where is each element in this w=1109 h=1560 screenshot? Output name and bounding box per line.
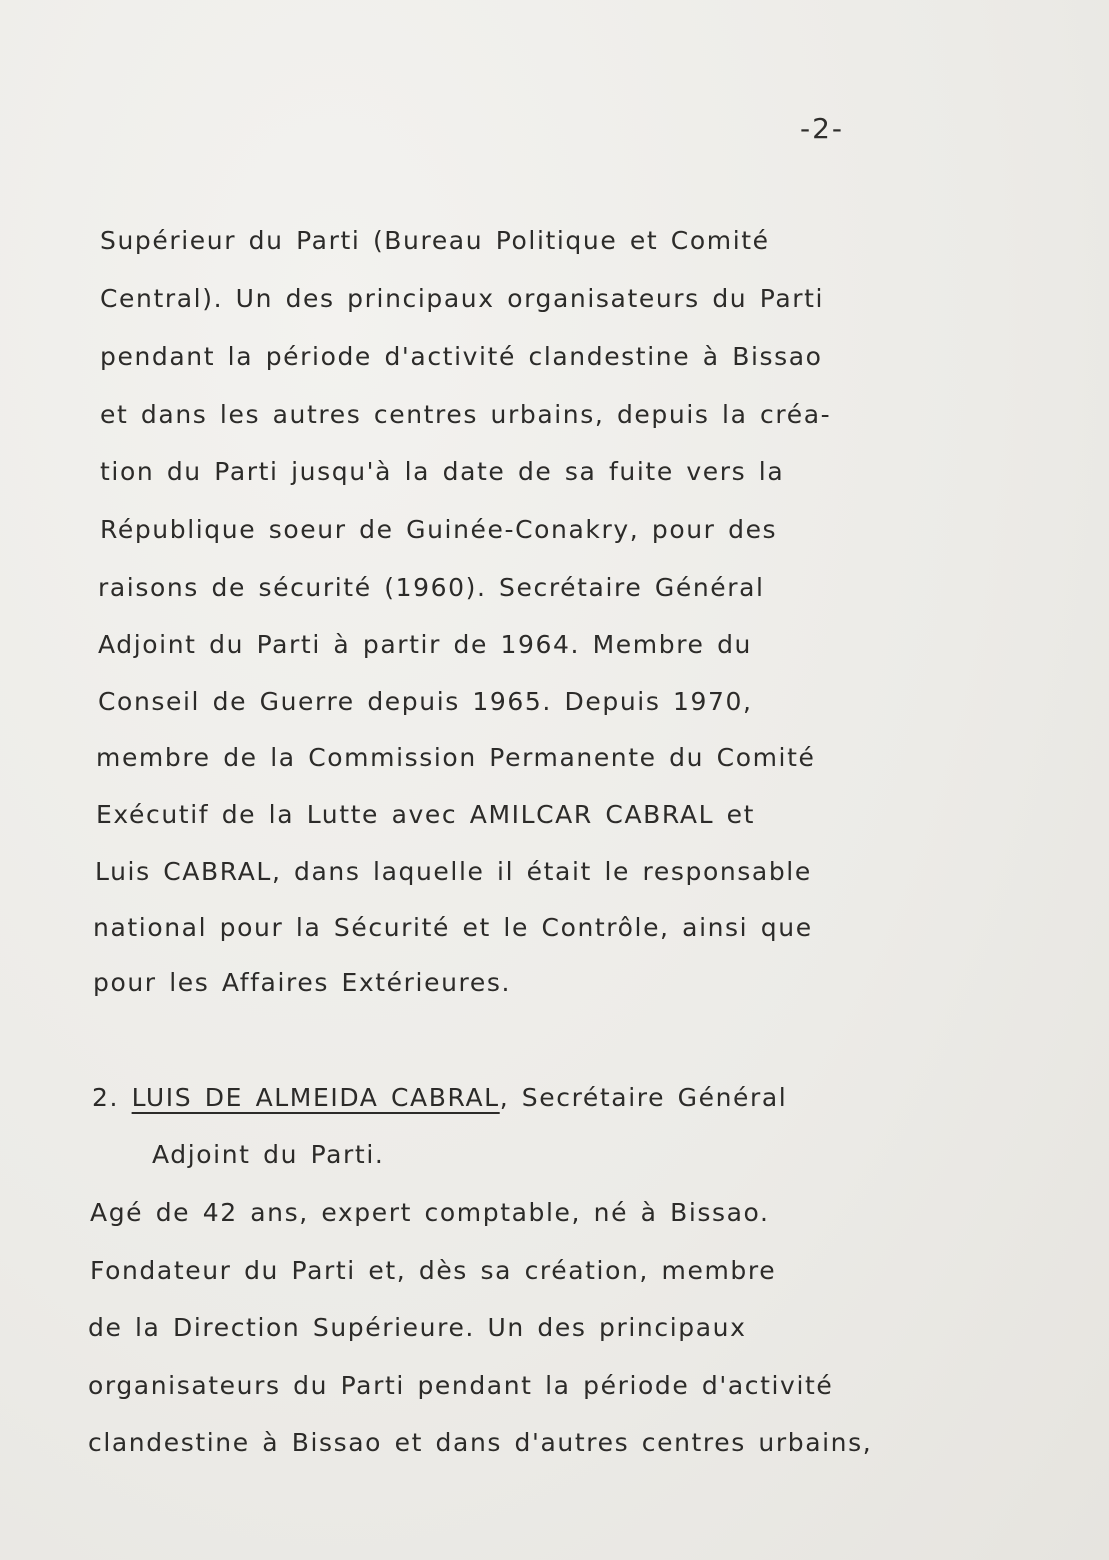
- person-title-line2: Adjoint du Parti.: [152, 1140, 385, 1169]
- paragraph-line: Luis CABRAL, dans laquelle il était le responsable: [95, 857, 812, 886]
- paragraph-line: Supérieur du Parti (Bureau Politique et Comité: [100, 226, 770, 255]
- paragraph-line: et dans les autres centres urbains, depuis la créa-: [100, 400, 832, 429]
- paragraph-line: tion du Parti jusqu'à la date de sa fuite vers la: [100, 457, 785, 486]
- paragraph-line: pendant la période d'activité clandestine à Bissao: [100, 342, 823, 371]
- paragraph-line: Adjoint du Parti à partir de 1964. Membre du: [98, 630, 752, 659]
- paragraph-line: République soeur de Guinée-Conakry, pour des: [100, 515, 778, 544]
- paragraph-line: Conseil de Guerre depuis 1965. Depuis 1970,: [98, 687, 753, 716]
- section-number: 2.: [92, 1083, 120, 1112]
- paragraph-line: Fondateur du Parti et, dès sa création, membre: [90, 1256, 777, 1285]
- paragraph-line: Central). Un des principaux organisateurs du Parti: [100, 284, 825, 313]
- paragraph-line: pour les Affaires Extérieures.: [93, 968, 511, 997]
- paragraph-line: raisons de sécurité (1960). Secrétaire Général: [98, 573, 765, 602]
- paragraph-line: Agé de 42 ans, expert comptable, né à Bissao.: [90, 1198, 770, 1227]
- section-heading: [92, 1083, 787, 1112]
- paragraph-line: de la Direction Supérieure. Un des principaux: [88, 1313, 747, 1342]
- paragraph-line: membre de la Commission Permanente du Comité: [96, 743, 816, 772]
- paragraph-line: Exécutif de la Lutte avec AMILCAR CABRAL et: [96, 800, 756, 829]
- person-title: , Secrétaire Général: [499, 1083, 788, 1112]
- paragraph-line: clandestine à Bissao et dans d'autres centres urbains,: [88, 1428, 873, 1457]
- person-name: LUIS DE ALMEIDA CABRAL: [131, 1083, 500, 1112]
- paragraph-line: organisateurs du Parti pendant la période d'activité: [88, 1371, 834, 1400]
- paragraph-line: national pour la Sécurité et le Contrôle, ainsi que: [93, 913, 813, 942]
- page-number: -2-: [800, 112, 845, 145]
